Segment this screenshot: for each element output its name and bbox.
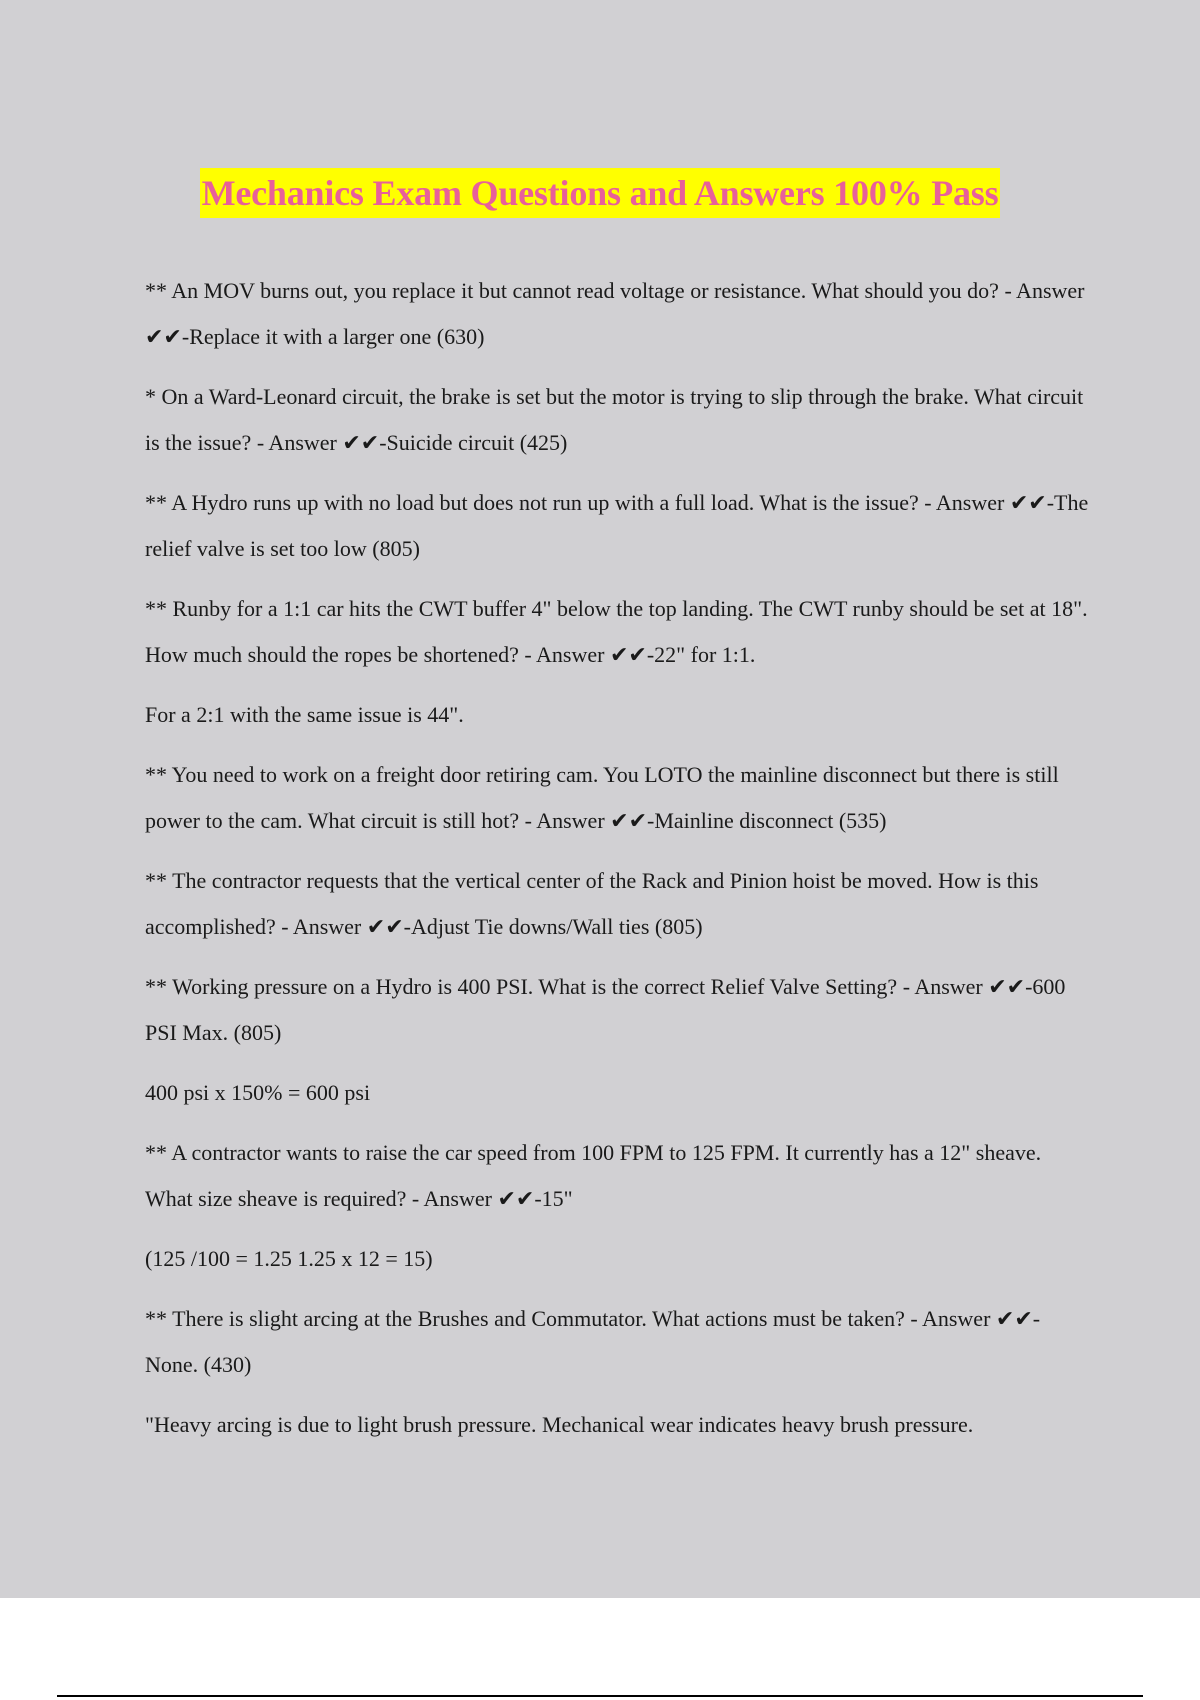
paragraph-10: ** A contractor wants to raise the car speed from 100 FPM to 125 FPM. It currently has a 12" sheave. What size sheave is required? - Answer ✔✔-15" — [145, 1140, 1042, 1211]
paragraph-7: ** The contractor requests that the vertical center of the Rack and Pinion hoist be moved. How is this accomplished? - Answer ✔✔-Adjust Tie downs/Wall ties (805) — [145, 868, 1039, 939]
paragraph-1: ** An MOV burns out, you replace it but cannot read voltage or resistance. What should you do? - Answer ✔✔-Replace it with a larger one (630) — [145, 278, 1085, 349]
footer-divider — [57, 1695, 1143, 1697]
paragraph-12: ** There is slight arcing at the Brushes and Commutator. What actions must be taken? - Answer ✔✔-None. (430) — [145, 1306, 1041, 1377]
paragraph-6: ** You need to work on a freight door retiring cam. You LOTO the mainline disconnect but there is still power to the cam. What circuit is still hot? - Answer ✔✔-Mainline disconnect (535) — [145, 762, 1059, 833]
paragraph-4: ** Runby for a 1:1 car hits the CWT buffer 4" below the top landing. The CWT runby should be set at 18". How much should the ropes be shortened? - Answer ✔✔-22" for 1:1. — [145, 596, 1088, 667]
paragraph-8: ** Working pressure on a Hydro is 400 PSI. What is the correct Relief Valve Setting? - Answer ✔✔-600 PSI Max. (805) — [145, 974, 1066, 1045]
document-title: Mechanics Exam Questions and Answers 100% Pass — [200, 168, 1001, 218]
paragraph-5: For a 2:1 with the same issue is 44". — [145, 702, 464, 727]
paragraph-2: * On a Ward-Leonard circuit, the brake is set but the motor is trying to slip through the brake. What circuit is the issue? - Answer ✔✔-Suicide circuit (425) — [145, 384, 1084, 455]
paragraph-11: (125 /100 = 1.25 1.25 x 12 = 15) — [145, 1246, 433, 1271]
title-container — [0, 168, 1200, 218]
paragraph-3: ** A Hydro runs up with no load but does not run up with a full load. What is the issue? - Answer ✔✔-The relief valve is set too low (805) — [145, 490, 1089, 561]
document-body — [145, 268, 1090, 1462]
paragraph-13: "Heavy arcing is due to light brush pressure. Mechanical wear indicates heavy brush pressure. — [145, 1412, 974, 1437]
paragraph-9: 400 psi x 150% = 600 psi — [145, 1080, 371, 1105]
